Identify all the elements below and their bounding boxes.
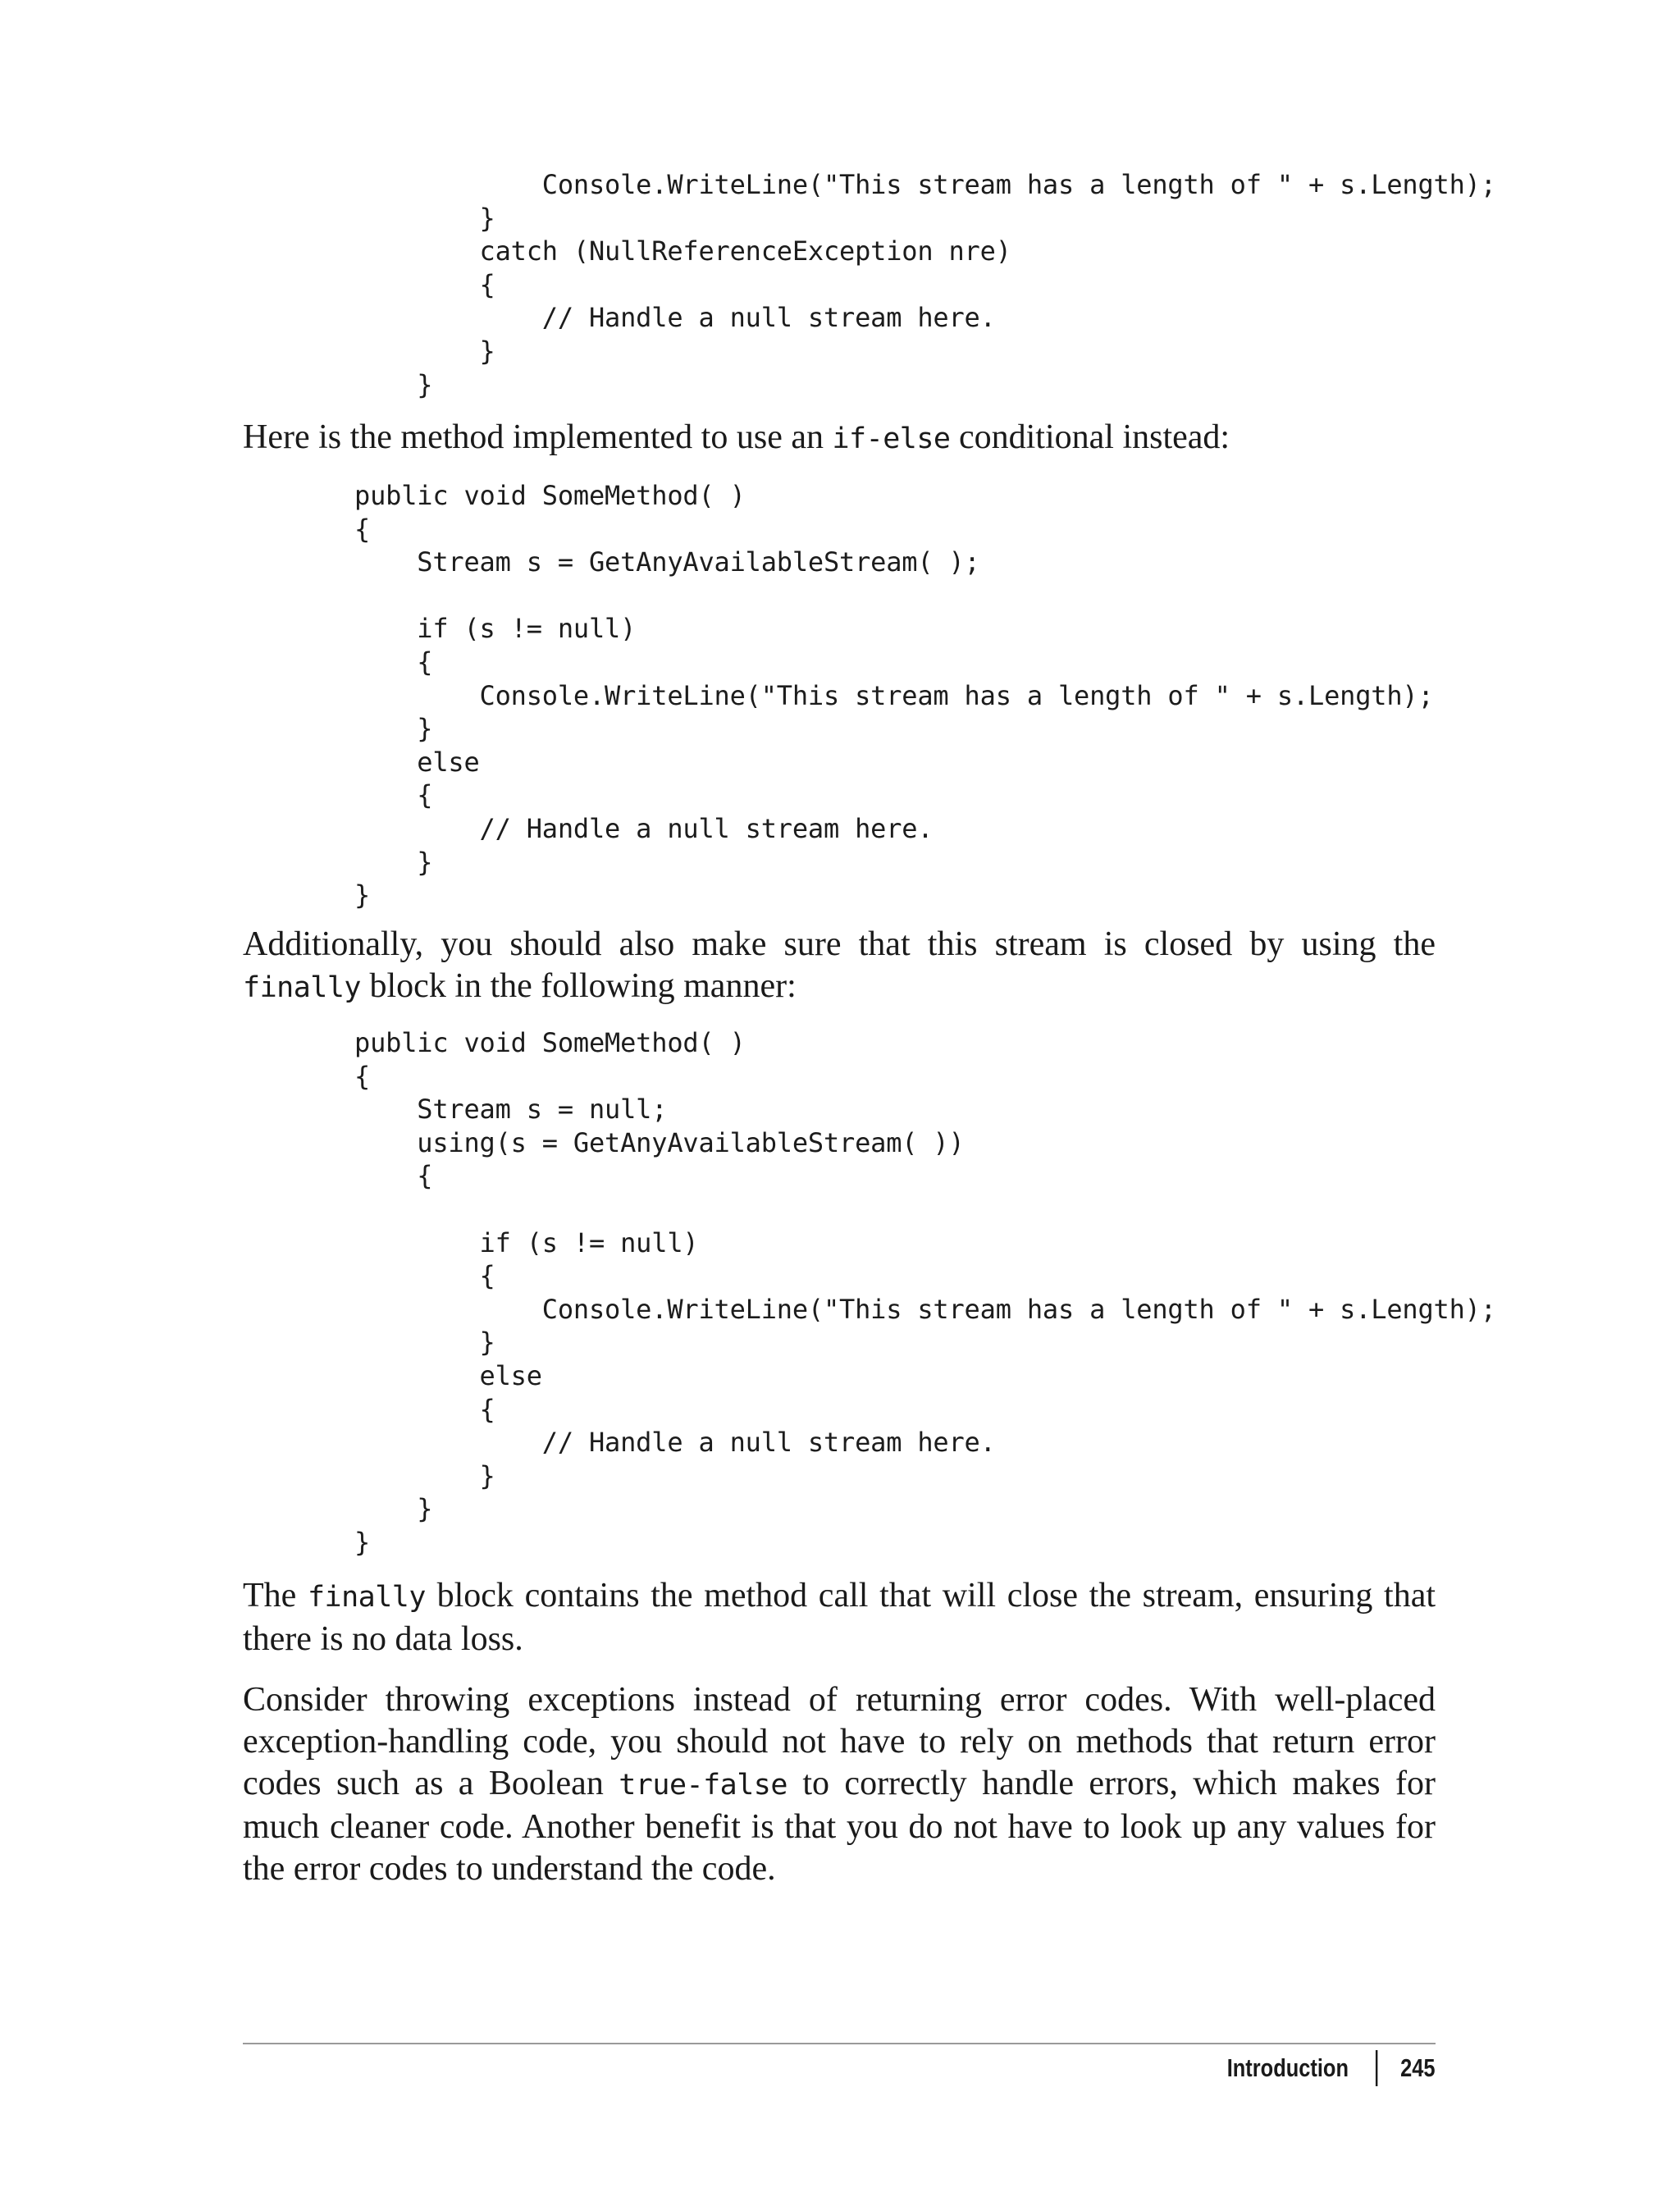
paragraph-text: conditional instead: <box>950 418 1230 456</box>
paragraph-text: block contains the method call that will close the stream, ensuring that there is no data loss. <box>243 1577 1436 1658</box>
paragraph-text: to correctly handle errors, which makes for much cleaner code. Another benefit is that you do not have to look up any values for the error codes to understand the code. <box>243 1765 1436 1888</box>
paragraph-text: Consider throwing exceptions instead of returning error codes. With well-placed exception-handling code, you should not have to rely on methods that return error codes such as a Boolean <box>243 1681 1436 1802</box>
inline-code: if-else <box>832 422 951 455</box>
paragraph-text: Additionally, you should also make sure that this stream is closed by using the <box>243 925 1436 963</box>
paragraph-if-else-intro <box>243 417 1436 460</box>
paragraph-exceptions-advice <box>243 1679 1436 1890</box>
code-block-if-else: public void SomeMethod( ) { Stream s = GetAnyAvailableStream( ); if (s != null) { Console.WriteLine("This stream has a length of " + s.Length); } else { // Handle a null stream here. } } <box>354 480 1434 911</box>
paragraph-text: Here is the method implemented to use an <box>243 418 833 456</box>
page-number: 245 <box>1400 2053 1436 2082</box>
footer-section-title: Introduction <box>1227 2053 1349 2082</box>
paragraph-text: The <box>243 1577 308 1615</box>
page-footer <box>1227 2046 1436 2090</box>
paragraph-finally-intro <box>243 924 1436 1009</box>
footer-separator <box>1376 2050 1377 2086</box>
inline-code: finally <box>307 1581 426 1614</box>
footer-divider <box>243 2043 1436 2044</box>
code-block-catch-fragment: Console.WriteLine("This stream has a length of " + s.Length); } catch (NullReferenceException nre) { // Handle a null stream here. } } <box>417 169 1496 400</box>
paragraph-finally-explanation <box>243 1575 1436 1660</box>
inline-code: finally <box>243 971 362 1004</box>
inline-code: true-false <box>619 1769 788 1802</box>
code-block-using: public void SomeMethod( ) { Stream s = null; using(s = GetAnyAvailableStream( )) { if (s != null) { Console.WriteLine("This stream has a length of " + s.Length); } else { // Handle a null stream here. } } } <box>354 1027 1496 1558</box>
paragraph-text: block in the following manner: <box>361 967 797 1005</box>
